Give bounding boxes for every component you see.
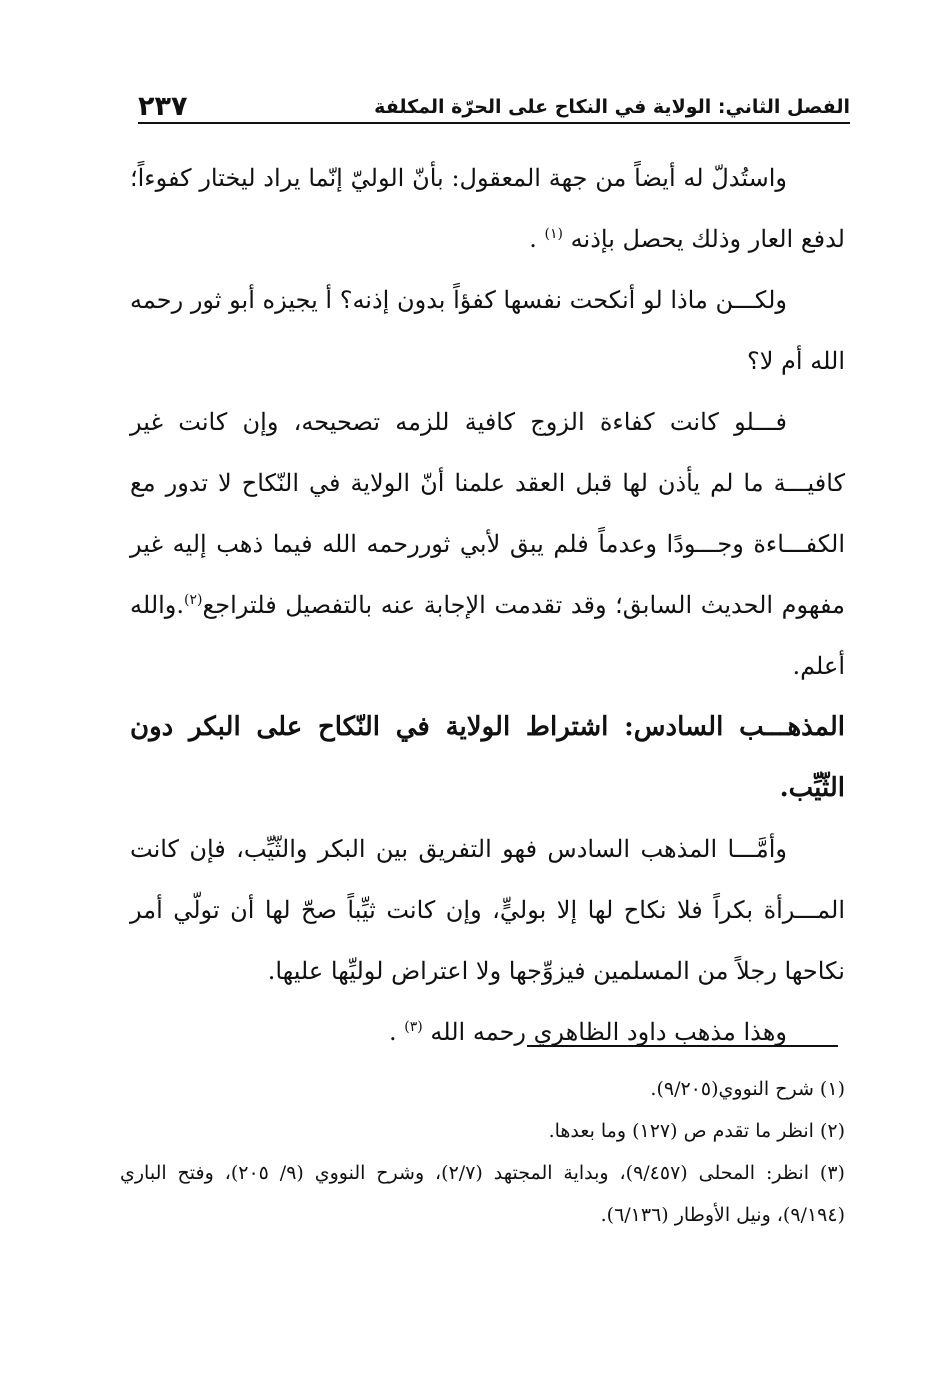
- paragraph-1-end: .: [529, 225, 537, 253]
- paragraph-3-text: فـــلو كانت كفاءة الزوج كافية للزمه تصحيحه، وإن كانت غير كافيـــة ما لم يأذن لها قبل العقد علمنا أنّ الولاية في النّكاح لا تدور مع الكفـــاءة وجـــودًا وعدماً فلم يبق لأبي ثوررحمه الله فيما ذهب إليه غير مفهوم الحديث السابق؛ وقد تقدمت الإجابة عنه بالتفصيل فلتراجع: [130, 408, 845, 619]
- paragraph-4: وأمَّـــا المذهب السادس فهو التفريق بين البكر والثّيِّب، فإن كانت المـــرأة بكراً فلا نكاح لها إلا بوليٍّ، وإن كانت ثيِّباً صحّ لها أن تولّي أمر نكاحها رجلاً من المسلمين فيزوِّجها ولا اعتراض لوليِّها عليها.: [130, 835, 845, 985]
- paragraph-1: [130, 148, 845, 270]
- footnote-1: (١) شرح النووي(٩/٢٠٥).: [650, 1078, 845, 1100]
- section-heading: المذهـــب السادس: اشتراط الولاية في النّكاح على البكر دون الثّيِّب.: [130, 712, 845, 803]
- footnote-separator: [527, 1045, 838, 1047]
- paragraph-2: ولكـــن ماذا لو أنكحت نفسها كفؤاً بدون إذنه؟ أ يجيزه أبو ثور رحمه الله أم لا؟: [130, 286, 845, 375]
- paragraph-1-text: واستُدلّ له أيضاً من جهة المعقول: بأنّ الوليّ إنّما يراد ليختار كفوءاً؛ لدفع العار وذلك يحصل بإذنه: [130, 164, 845, 253]
- footnote-3: (٣) انظر: المحلى (٩/٤٥٧)، وبداية المجتهد (٢/٧)، وشرح النووي (٩/ ٢٠٥)، وفتح الباري (٩/١٩٤)، ونيل الأوطار (٦/١٣٦).: [120, 1162, 845, 1226]
- paragraph-5-end: .: [389, 1018, 397, 1046]
- page-header: [138, 82, 850, 124]
- paragraph-5-text: وهذا مذهب داود الظاهري رحمه الله: [430, 1018, 787, 1046]
- footnote-2: (٢) انظر ما تقدم ص (١٢٧) وما بعدها.: [548, 1120, 845, 1142]
- page-number: ٢٣٧: [138, 91, 188, 122]
- paragraph-3-end: .والله أعلم.: [130, 591, 845, 680]
- footnotes: [120, 1068, 845, 1236]
- paragraph-5: [130, 1002, 845, 1063]
- footnote-ref-1: (١): [544, 226, 564, 242]
- main-text: [130, 148, 845, 1063]
- paragraph-3: [130, 392, 845, 697]
- footnote-ref-2: (٢): [184, 592, 203, 608]
- running-title: الفصل الثاني: الولاية في النكاح على الحرّة المكلفة: [374, 96, 850, 118]
- footnote-ref-3: (٣): [404, 1019, 423, 1035]
